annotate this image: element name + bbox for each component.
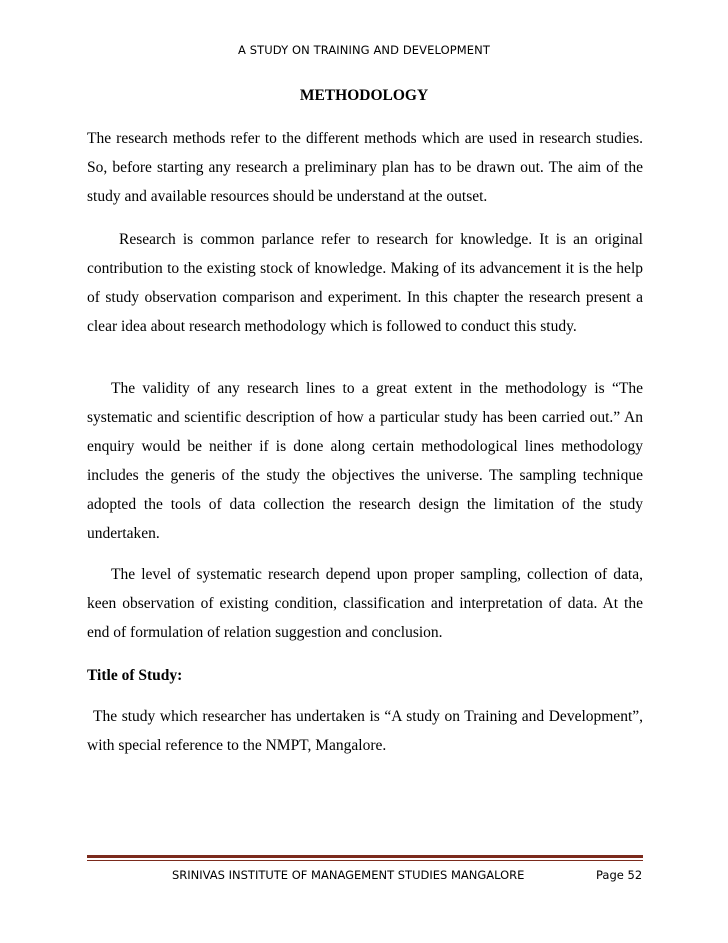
footer-rule-secondary: [87, 860, 643, 861]
paragraph-systematic-research: The level of systematic research depend upon proper sampling, collection of data, keen observation of existing condition, classification and interpretation of data. At the end of formulation of relation suggestion and conclusion.: [87, 566, 643, 641]
paragraph-research-methods: The research methods refer to the different methods which are used in research studies. So, before starting any research a preliminary plan has to be drawn out. The aim of the study and available resources should be understand at the outset.: [87, 130, 643, 205]
page-number: Page 52: [596, 868, 643, 882]
footer-rule: [87, 855, 643, 858]
title-of-study-heading: Title of Study:: [87, 667, 183, 684]
footer-institute: SRINIVAS INSTITUTE OF MANAGEMENT STUDIES MANGALORE: [172, 868, 525, 882]
paragraph-validity: The validity of any research lines to a great extent in the methodology is “The systematic and scientific description of how a particular study has been carried out.” An enquiry would be neither if is done along certain methodological lines methodology includes the generis of the study the objectives the universe. The sampling technique adopted the tools of data collection the research design the limitation of the study undertaken.: [87, 380, 643, 542]
paragraph-research-parlance: Research is common parlance refer to research for knowledge. It is an original contribution to the existing stock of knowledge. Making of its advancement it is the help of study observation comparison and experiment. In this chapter the research present a clear idea about research methodology which is followed to conduct this study.: [87, 231, 643, 335]
running-header: A STUDY ON TRAINING AND DEVELOPMENT: [238, 43, 490, 57]
title-of-study-text: The study which researcher has undertaken is “A study on Training and Development”, with special reference to the NMPT, Mangalore.: [87, 708, 643, 754]
page-title: METHODOLOGY: [299, 87, 429, 104]
